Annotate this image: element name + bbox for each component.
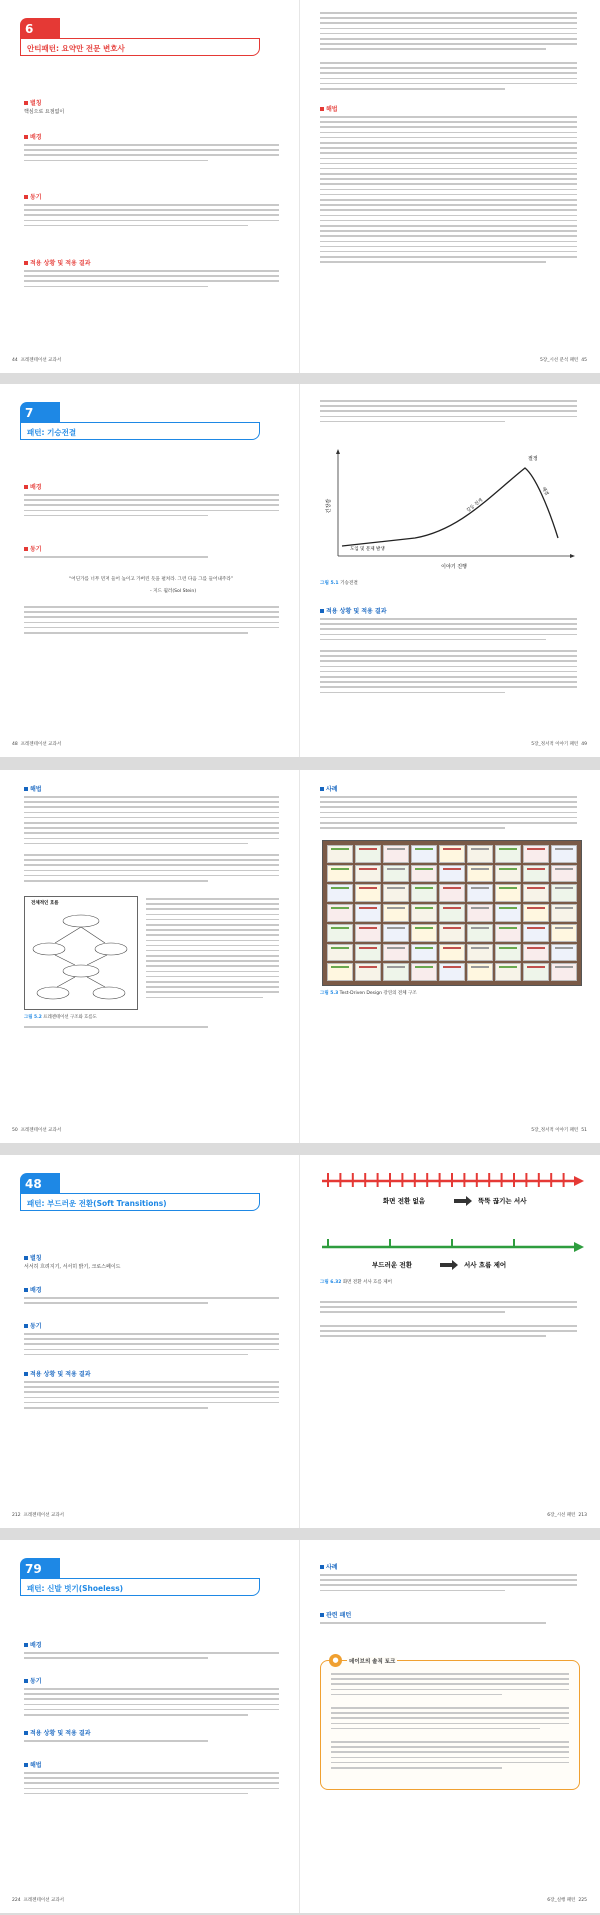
section-motivation-heading: 동기 <box>24 544 42 553</box>
pattern-title: 안티패턴: 요약만 전문 변호사 <box>20 38 260 56</box>
right-arrow-icon <box>440 1260 458 1270</box>
pattern-title: 패턴: 기승전결 <box>20 422 260 440</box>
section-marker-icon <box>320 107 324 111</box>
footer-right: 5장_정서적 이야기 패턴 49 <box>531 742 587 747</box>
consequences-paragraph <box>320 618 577 644</box>
structure-diagram <box>24 896 138 1010</box>
section-motivation-heading: 동기 <box>24 1321 42 1330</box>
soft-transition-label: 부드러운 전환 <box>372 1261 412 1269</box>
section-marker-icon <box>320 1565 324 1569</box>
section-context-heading: 배경 <box>24 482 42 491</box>
section-example-heading: 사례 <box>320 784 338 793</box>
slide-thumbnail <box>439 963 465 981</box>
section-marker-icon <box>24 1372 28 1376</box>
section-marker-icon <box>24 1288 28 1292</box>
motivation-paragraph <box>24 1688 279 1719</box>
footer-left: 224 프레젠테이션 교과서 <box>12 1898 65 1903</box>
spread-1 <box>0 0 600 373</box>
pattern-title: 패턴: 부드러운 전환(Soft Transitions) <box>20 1193 260 1211</box>
slide-thumbnail <box>551 944 577 962</box>
footer-right: 5장_시선 분석 패턴 45 <box>539 358 587 363</box>
page-49 <box>300 384 599 757</box>
page-48 <box>0 384 300 757</box>
solution-paragraph <box>24 1772 279 1798</box>
pattern-number-badge: 6 <box>20 18 60 38</box>
footer-right: 6장_실행 패턴 225 <box>547 1898 587 1903</box>
page-212 <box>0 1155 300 1528</box>
closing-paragraph <box>24 1026 279 1031</box>
slide-thumbnail <box>439 884 465 902</box>
example-paragraph <box>320 1574 577 1595</box>
section-marker-icon <box>24 101 28 105</box>
slide-thumbnail <box>551 845 577 863</box>
section-marker-icon <box>24 1324 28 1328</box>
slide-thumbnail <box>439 865 465 883</box>
x-axis-arrow-icon <box>570 554 575 558</box>
page-224 <box>0 1540 300 1913</box>
footer-right: 5장_정서적 이야기 패턴 51 <box>531 1128 587 1133</box>
flow-node <box>93 987 125 999</box>
section-marker-icon <box>24 1679 28 1683</box>
section-marker-icon <box>24 1643 28 1647</box>
soft-transition-timeline <box>322 1239 584 1252</box>
slide-thumbnail <box>495 845 521 863</box>
flow-edges <box>55 927 107 987</box>
slide-thumbnail <box>467 963 493 981</box>
footer-left: 44 프레젠테이션 교과서 <box>12 358 62 363</box>
slide-thumbnail <box>327 904 353 922</box>
slide-thumbnail <box>495 865 521 883</box>
slide-thumbnail <box>327 865 353 883</box>
page-50 <box>0 770 300 1143</box>
slide-thumbnail <box>327 963 353 981</box>
slide-thumbnail <box>495 944 521 962</box>
right-arrow-icon <box>454 1196 472 1206</box>
footer-left: 50 프레젠테이션 교과서 <box>12 1128 62 1133</box>
slide-thumbnail <box>523 904 549 922</box>
slide-thumbnail <box>355 865 381 883</box>
note-paragraph-3 <box>331 1741 569 1772</box>
alias-text: 핵심으로 요점없이 <box>24 109 65 115</box>
note-paragraph-2 <box>331 1707 569 1733</box>
section-solution-heading: 해법 <box>24 784 42 793</box>
section-marker-icon <box>320 787 324 791</box>
slide-thumbnail <box>439 904 465 922</box>
speaker-icon: ● <box>329 1654 342 1667</box>
footer-right: 6장_시선 패턴 213 <box>547 1513 587 1518</box>
section-example-heading: 사례 <box>320 1562 338 1571</box>
motivation-paragraph <box>24 1333 279 1359</box>
transition-figure <box>312 1167 588 1275</box>
screenshot-caption: 그림 5.3 Test-Driven Design 강연의 전체 구조 <box>320 991 417 996</box>
quote-text: “어딘가를 너무 먼저 들어 높이고 가버린 듯을 펼쳐라. 그런 다음 그를 들어내주라” <box>68 577 234 582</box>
figure-explanation-2 <box>320 1325 577 1341</box>
slide-thumbnail <box>327 924 353 942</box>
motivation-paragraph <box>24 204 279 230</box>
slide-thumbnail <box>551 865 577 883</box>
continued-paragraph-2 <box>320 62 577 93</box>
slide-thumbnail <box>327 944 353 962</box>
section-related-heading: 관련 패턴 <box>320 1610 351 1619</box>
slide-thumbnail <box>495 884 521 902</box>
section-marker-icon <box>320 1613 324 1617</box>
context-paragraph <box>24 1297 279 1307</box>
section-motivation-heading: 동기 <box>24 192 42 201</box>
flow-node <box>95 943 127 955</box>
solution-paragraph-2 <box>24 854 279 885</box>
section-marker-icon <box>320 609 324 613</box>
alias-text: 서서히 흐려지기, 서서히 밝기, 크로스페이드 <box>24 1264 121 1270</box>
slide-thumbnail <box>411 904 437 922</box>
figure-ylabel: 긴장감 <box>326 498 332 514</box>
slide-thumbnail-grid <box>327 845 577 981</box>
slide-thumbnail <box>551 924 577 942</box>
section-consequences-heading: 적용 상황 및 적용 결과 <box>24 1369 91 1378</box>
intro-paragraph <box>320 400 577 426</box>
motivation-paragraph-2 <box>24 606 279 637</box>
slide-thumbnail <box>355 963 381 981</box>
slide-thumbnail <box>355 904 381 922</box>
spread-5 <box>0 1540 600 1913</box>
section-motivation-heading: 동기 <box>24 1676 42 1685</box>
figure-rising-label: 갈등 전개 <box>466 498 485 514</box>
slide-thumbnail <box>383 884 409 902</box>
slide-thumbnail <box>467 845 493 863</box>
continued-paragraph <box>320 12 577 54</box>
flow-node <box>33 943 65 955</box>
quote-source: - 지드 윌러(Sol Stein) <box>150 589 197 594</box>
solution-paragraph <box>320 116 577 266</box>
slide-thumbnail <box>383 845 409 863</box>
slide-thumbnail <box>551 904 577 922</box>
slide-thumbnail <box>327 884 353 902</box>
no-transition-result: 뚝뚝 끊기는 서사 <box>478 1197 527 1205</box>
consequences-paragraph-2 <box>320 650 577 697</box>
section-consequences-heading: 적용 상황 및 적용 결과 <box>24 1728 91 1737</box>
slide-thumbnail <box>327 845 353 863</box>
context-paragraph <box>24 494 279 520</box>
slide-thumbnail <box>383 865 409 883</box>
diagram-caption: 그림 5.2 프레젠테이션 구조와 흐름도 <box>24 1015 97 1020</box>
arrow-head-icon <box>574 1242 584 1252</box>
slide-thumbnail <box>383 904 409 922</box>
section-context-heading: 배경 <box>24 132 42 141</box>
section-marker-icon <box>24 1731 28 1735</box>
consequences-paragraph <box>24 1740 279 1745</box>
footer-left: 212 프레젠테이션 교과서 <box>12 1513 65 1518</box>
motivation-paragraph <box>24 556 279 561</box>
arrow-head-icon <box>574 1176 584 1186</box>
slide-thumbnail <box>523 944 549 962</box>
section-marker-icon <box>24 135 28 139</box>
section-solution-heading: 해법 <box>320 104 338 113</box>
page-45 <box>300 0 599 373</box>
flow-graph <box>25 897 137 1009</box>
diagram-box-title: 전체적인 흐름 <box>31 901 59 906</box>
figure-xlabel: 이야기 진행 <box>441 564 467 570</box>
slide-thumbnail <box>467 865 493 883</box>
section-context-heading: 배경 <box>24 1285 42 1294</box>
spread-3 <box>0 770 600 1143</box>
slide-thumbnail <box>523 884 549 902</box>
section-marker-icon <box>24 1256 28 1260</box>
slide-thumbnail <box>411 884 437 902</box>
pattern-number-badge: 7 <box>20 402 60 422</box>
slide-thumbnail <box>411 924 437 942</box>
pattern-number-badge: 48 <box>20 1173 60 1193</box>
section-context-heading: 배경 <box>24 1640 42 1649</box>
slide-thumbnail <box>439 924 465 942</box>
slide-thumbnail <box>495 963 521 981</box>
page-225 <box>300 1540 599 1913</box>
spread-2 <box>0 384 600 757</box>
slide-thumbnail <box>523 924 549 942</box>
section-alias-heading: 별칭 <box>24 98 42 107</box>
soft-transition-result: 서사 흐름 제어 <box>464 1261 507 1269</box>
slide-thumbnail <box>383 944 409 962</box>
figure-falling-label: 해결 <box>540 486 549 497</box>
slide-thumbnail <box>439 845 465 863</box>
footer-left: 48 프레젠테이션 교과서 <box>12 742 62 747</box>
slide-thumbnail <box>355 924 381 942</box>
slide-thumbnail <box>355 845 381 863</box>
slide-thumbnail <box>383 963 409 981</box>
slide-thumbnail <box>411 944 437 962</box>
slide-thumbnail <box>383 924 409 942</box>
slide-thumbnail <box>467 924 493 942</box>
tension-curve <box>342 468 558 546</box>
y-axis-arrow-icon <box>336 449 340 454</box>
pattern-number-badge: 79 <box>20 1558 60 1578</box>
flow-node <box>63 965 99 977</box>
section-marker-icon <box>24 261 28 265</box>
figure-peak-label: 절정 <box>528 456 538 462</box>
section-marker-icon <box>24 1763 28 1767</box>
note-box <box>320 1656 580 1790</box>
figure-start-label: 도입 및 문제 발생 <box>350 547 385 552</box>
section-marker-icon <box>24 485 28 489</box>
note-paragraph <box>331 1673 569 1699</box>
slide-thumbnail <box>495 904 521 922</box>
flow-node <box>63 915 99 927</box>
section-solution-heading: 해법 <box>24 1760 42 1769</box>
slide-thumbnail <box>467 944 493 962</box>
flow-node <box>37 987 69 999</box>
consequences-paragraph <box>24 270 279 291</box>
slide-thumbnail <box>551 884 577 902</box>
slide-thumbnail <box>355 944 381 962</box>
no-transition-label: 화면 전환 없음 <box>382 1197 426 1205</box>
figure-explanation <box>320 1301 577 1317</box>
slide-overview-screenshot <box>322 840 582 986</box>
page-213 <box>300 1155 599 1528</box>
slide-thumbnail <box>467 904 493 922</box>
no-transition-timeline <box>322 1173 584 1187</box>
slide-thumbnail <box>411 865 437 883</box>
slide-thumbnail <box>523 865 549 883</box>
slide-thumbnail <box>439 944 465 962</box>
section-marker-icon <box>24 195 28 199</box>
section-alias-heading: 별칭 <box>24 1253 42 1262</box>
page-51 <box>300 770 599 1143</box>
diagram-side-text <box>146 898 279 1002</box>
slide-thumbnail <box>551 963 577 981</box>
slide-thumbnail <box>411 845 437 863</box>
solution-paragraph <box>24 796 279 848</box>
spread-4 <box>0 1155 600 1528</box>
figure-caption: 그림 5.1 기승전결 <box>320 581 358 586</box>
context-paragraph <box>24 1652 279 1662</box>
section-consequences-heading: 적용 상황 및 적용 결과 <box>24 258 91 267</box>
context-paragraph <box>24 144 279 165</box>
related-paragraph <box>320 1622 577 1627</box>
note-title: 데이브의 솔직 토크 <box>349 1659 396 1665</box>
story-arc-figure <box>320 446 580 578</box>
slide-thumbnail <box>523 963 549 981</box>
slide-thumbnail <box>467 884 493 902</box>
section-marker-icon <box>24 547 28 551</box>
section-marker-icon <box>24 787 28 791</box>
slide-thumbnail <box>355 884 381 902</box>
slide-thumbnail <box>523 845 549 863</box>
slide-thumbnail <box>495 924 521 942</box>
consequences-paragraph <box>24 1381 279 1412</box>
example-paragraph <box>320 796 577 832</box>
pattern-title: 패턴: 신발 벗기(Shoeless) <box>20 1578 260 1596</box>
section-consequences-heading: 적용 상황 및 적용 결과 <box>320 606 387 615</box>
page-44 <box>0 0 300 373</box>
figure-caption: 그림 6.32 화면 전환 서사 흐름 제어 <box>320 1280 393 1285</box>
slide-thumbnail <box>411 963 437 981</box>
